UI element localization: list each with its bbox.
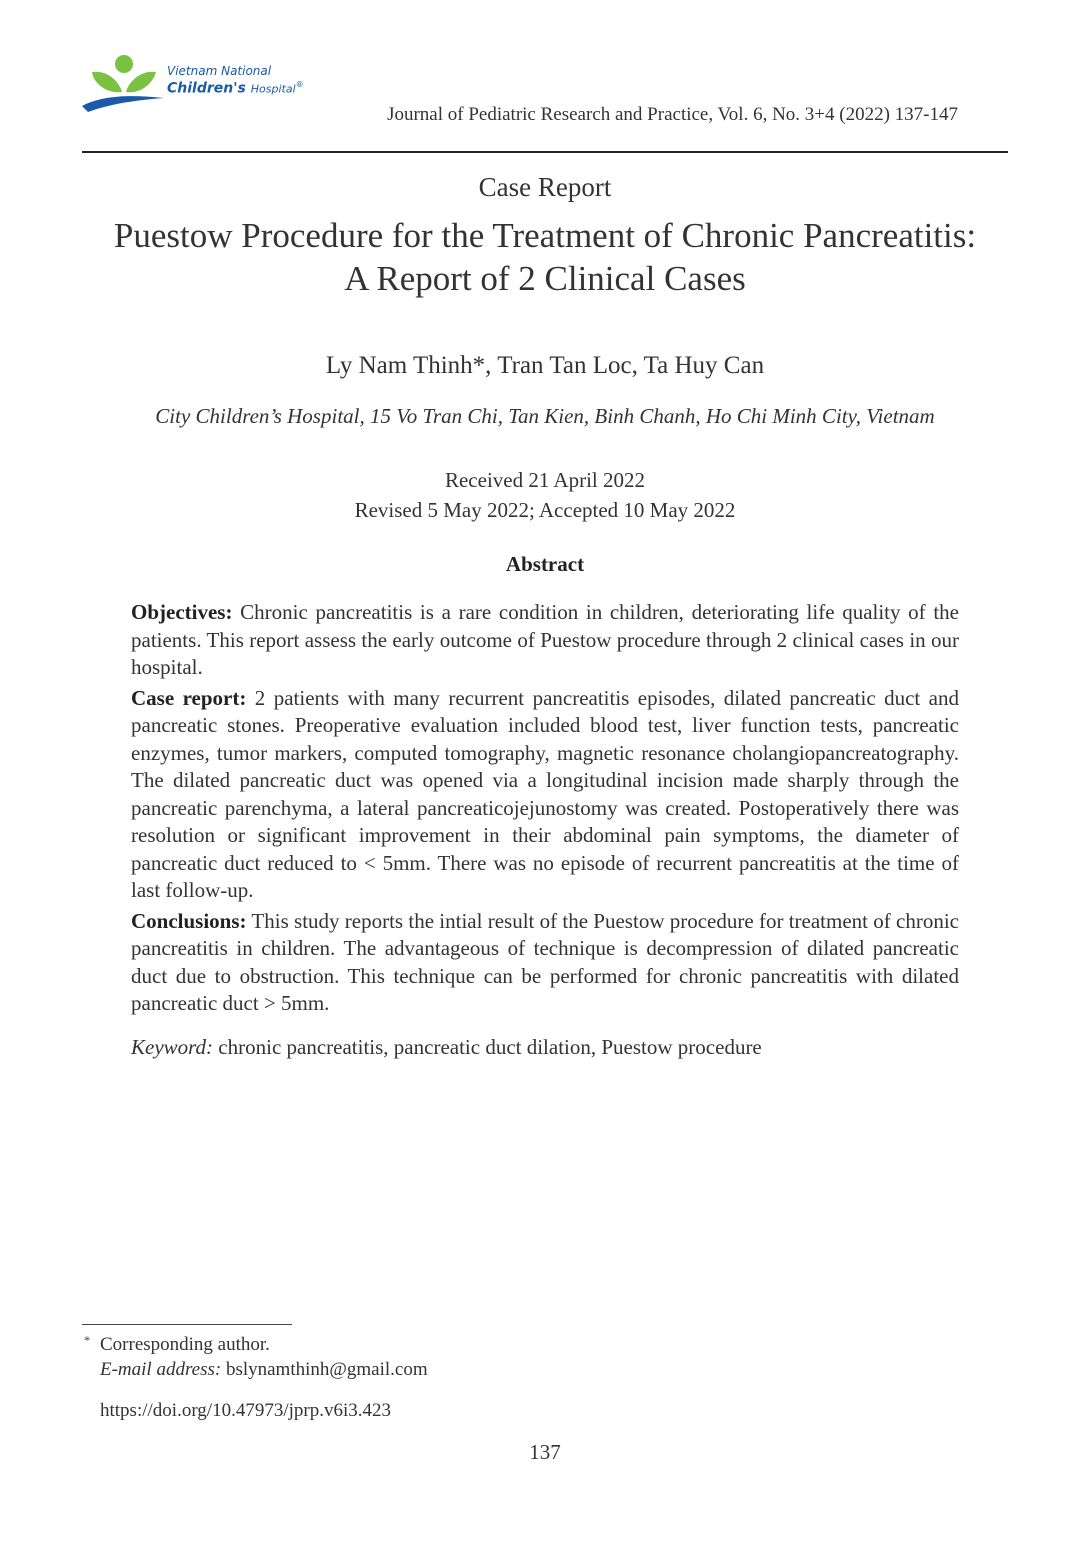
hospital-logo-icon <box>80 50 166 115</box>
article-type: Case Report <box>478 172 612 202</box>
title-line-1: Puestow Procedure for the Treatment of Chronic Pancreatitis: <box>113 216 977 255</box>
footnote-marker: * <box>84 1333 90 1347</box>
abstract-keywords <box>131 1034 959 1062</box>
abstract-heading: Abstract <box>505 552 585 576</box>
logo-line2 <box>167 80 304 97</box>
affiliation: City Children’s Hospital, 15 Vo Tran Chi, Tan Kien, Binh Chanh, Ho Chi Minh City, Vietnam <box>155 404 935 428</box>
objectives-label: Objectives: <box>131 600 233 624</box>
email-label: E-mail address: <box>100 1359 222 1380</box>
email-address[interactable]: bslynamthinh@gmail.com <box>225 1359 428 1380</box>
objectives-text: Chronic pancreatitis is a rare condition in children, deteriorating life quality of the patients. This report assess the early outcome of Puestow procedure through 2 clinical cases in our hospital. <box>131 600 959 679</box>
article-title <box>0 214 1090 300</box>
conclusions-text: This study reports the intial result of the Puestow procedure for treatment of chronic pancreatitis in children. The advantageous of technique is decompression of dilated pancreatic duct due to obstruction. This technique can be performed for chronic pancreatitis with dilated pancreatic duct > 5mm. <box>131 908 959 1015</box>
logo-line1: Vietnam National <box>167 64 272 78</box>
keyword-label: Keyword: <box>131 1034 214 1059</box>
title-line-2: A Report of 2 Clinical Cases <box>344 259 746 298</box>
email-line <box>100 1357 428 1382</box>
revised-accepted-date: Revised 5 May 2022; Accepted 10 May 2022 <box>354 498 736 522</box>
case-label: Case report: <box>131 685 247 710</box>
abstract-conclusions <box>131 908 959 1018</box>
abstract-objectives <box>131 599 959 682</box>
authors: Ly Nam Thinh*, Tran Tan Loc, Ta Huy Can <box>325 352 765 379</box>
logo-registered-mark: ® <box>295 80 304 89</box>
received-date: Received 21 April 2022 <box>444 468 646 492</box>
keyword-text: chronic pancreatitis, pancreatic duct dilation, Puestow procedure <box>218 1034 762 1059</box>
abstract-body <box>131 599 959 1064</box>
corresponding-author: Corresponding author. <box>100 1334 270 1355</box>
abstract-case-report <box>131 685 959 905</box>
hospital-logo <box>80 50 320 115</box>
logo-line2-small: Hospital <box>250 82 296 96</box>
header-rule <box>82 151 1008 153</box>
footnote <box>84 1332 428 1382</box>
journal-citation: Journal of Pediatric Research and Practice, Vol. 6, No. 3+4 (2022) 137-147 <box>387 104 958 125</box>
footnote-rule <box>82 1324 292 1325</box>
doi-link[interactable]: https://doi.org/10.47973/jprp.v6i3.423 <box>100 1400 391 1421</box>
page-number: 137 <box>529 1440 561 1464</box>
case-text: 2 patients with many recurrent pancreatitis episodes, dilated pancreatic duct and pancreatic stones. Preoperative evaluation included blood test, liver function tests, pancreatic enzymes, tumor markers, computed tomography, magnetic resonance cholangiopancreatography. The dilated pancreatic duct was opened via a longitudinal incision made sharply through the pancreatic parenchyma, a lateral pancreaticojejunostomy was created. Postoperatively there was resolution or significant improvement in their abdominal pain symptoms, the diameter of pancreatic duct reduced to < 5mm. There was no episode of recurrent pancreatitis at the time of last follow-up. <box>131 685 959 902</box>
logo-line2-main: Children's <box>167 80 246 97</box>
article-dates <box>0 465 1090 525</box>
conclusions-label: Conclusions: <box>131 908 247 933</box>
